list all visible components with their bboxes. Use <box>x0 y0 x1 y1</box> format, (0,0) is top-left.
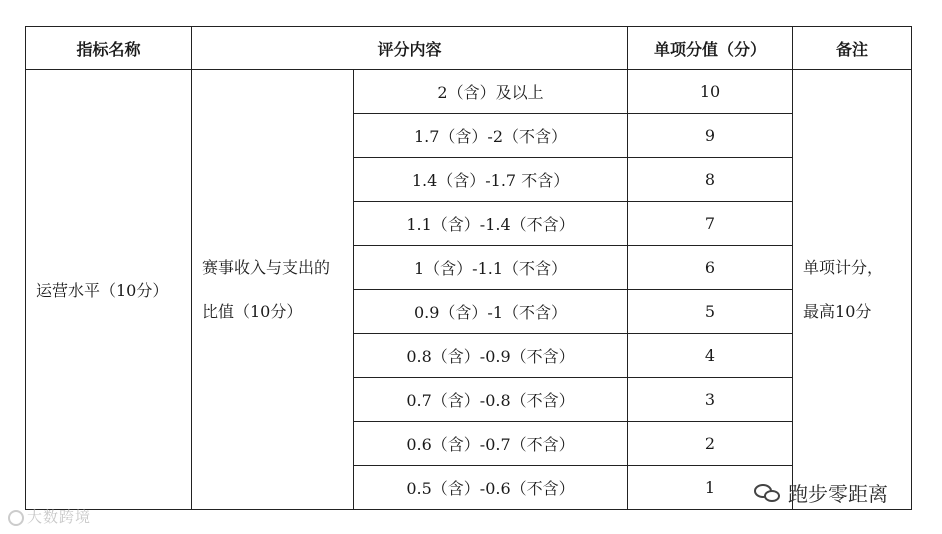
row-content: 0.9（含）-1（不含） <box>354 290 628 334</box>
header-scoring-content: 评分内容 <box>192 27 628 70</box>
watermark-logo-icon <box>8 510 24 526</box>
row-score: 5 <box>628 290 793 334</box>
row-content: 2（含）及以上 <box>354 70 628 114</box>
table-row <box>26 70 912 114</box>
watermark-left-text: 大数跨境 <box>27 508 92 526</box>
watermark-left <box>8 506 91 527</box>
header-remark: 备注 <box>793 27 912 70</box>
header-row <box>26 27 912 70</box>
row-content: 0.5（含）-0.6（不含） <box>354 466 628 510</box>
header-item-score: 单项分值（分） <box>628 27 793 70</box>
sub-indicator-cell: 赛事收入与支出的比值（10分） <box>192 70 354 510</box>
wechat-icon <box>754 482 782 504</box>
row-score: 8 <box>628 158 793 202</box>
row-content: 0.7（含）-0.8（不含） <box>354 378 628 422</box>
row-score: 6 <box>628 246 793 290</box>
header-indicator-name: 指标名称 <box>26 27 192 70</box>
row-content: 1（含）-1.1（不含） <box>354 246 628 290</box>
scoring-table <box>25 26 912 510</box>
row-score: 10 <box>628 70 793 114</box>
row-content: 1.1（含）-1.4（不含） <box>354 202 628 246</box>
row-content: 0.8（含）-0.9（不含） <box>354 334 628 378</box>
watermark-right <box>754 478 888 507</box>
remark-line: 最高10分 <box>803 301 872 321</box>
row-score: 4 <box>628 334 793 378</box>
indicator-name-cell: 运营水平（10分） <box>26 70 192 510</box>
row-score: 2 <box>628 422 793 466</box>
row-content: 0.6（含）-0.7（不含） <box>354 422 628 466</box>
row-score: 1 <box>628 466 793 510</box>
row-content: 1.4（含）-1.7 不含） <box>354 158 628 202</box>
remark-line: 单项计分， <box>803 257 884 277</box>
row-content: 1.7（含）-2（不含） <box>354 114 628 158</box>
row-score: 9 <box>628 114 793 158</box>
watermark-right-text: 跑步零距离 <box>788 482 888 506</box>
row-score: 3 <box>628 378 793 422</box>
remark-cell <box>793 70 912 510</box>
row-score: 7 <box>628 202 793 246</box>
